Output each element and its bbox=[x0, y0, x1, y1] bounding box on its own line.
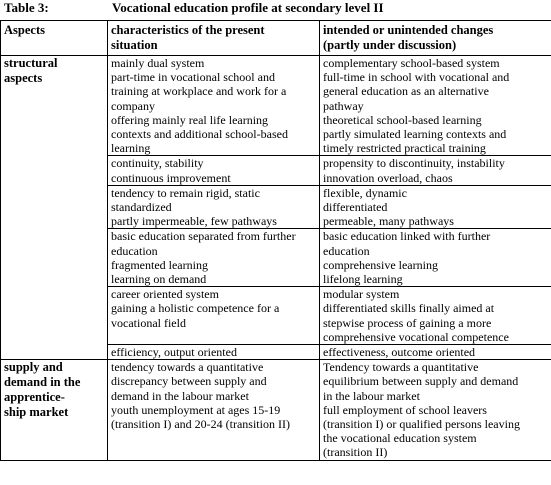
cell-line: partly impermeable, few pathways bbox=[111, 214, 277, 229]
cell-line: aspects bbox=[4, 71, 43, 85]
cell-line: equilibrium between supply and demand bbox=[323, 374, 519, 389]
present-situation-cell bbox=[108, 185, 320, 229]
cell-line: company bbox=[111, 98, 155, 113]
cell-line: career oriented system bbox=[111, 287, 219, 302]
changes-cell bbox=[320, 287, 551, 345]
changes-cell bbox=[320, 56, 551, 156]
cell-line: propensity to discontinuity, instability bbox=[323, 156, 505, 171]
cell-line: (transition II) bbox=[323, 445, 388, 460]
changes-cell bbox=[320, 345, 551, 360]
cell-line: demand in the labour market bbox=[111, 388, 249, 403]
cell-line: vocational field bbox=[111, 315, 186, 330]
cell-line: partly simulated learning contexts and bbox=[323, 127, 507, 142]
cell-line: demand in the bbox=[4, 375, 81, 390]
cell-line: theoretical school-based learning bbox=[323, 112, 482, 127]
cell-line: discrepancy between supply and bbox=[111, 374, 267, 389]
present-situation-cell bbox=[108, 56, 320, 156]
cell-line: lifelong learning bbox=[323, 272, 403, 287]
cell-line: gaining a holistic competence for a bbox=[111, 301, 280, 316]
present-situation-cell bbox=[108, 229, 320, 287]
cell-line: offering mainly real life learning bbox=[111, 112, 269, 127]
present-situation-cell bbox=[108, 287, 320, 345]
cell-line: stepwise process of gaining a more bbox=[323, 315, 492, 330]
header-changes: intended or unintended changes (partly under discussion) bbox=[320, 21, 551, 56]
header-aspects: Aspects bbox=[1, 21, 108, 56]
table-title: Vocational education profile at secondary level II bbox=[112, 0, 384, 15]
cell-line: apprentice- bbox=[4, 390, 65, 405]
cell-line: tendency towards a quantitative bbox=[111, 360, 264, 375]
cell-line: continuous improvement bbox=[111, 170, 231, 185]
cell-line: comprehensive learning bbox=[323, 257, 438, 272]
cell-line: tendency to remain rigid, static bbox=[111, 185, 260, 200]
cell-line: Tendency towards a quantitative bbox=[323, 360, 479, 375]
cell-line: comprehensive vocational competence bbox=[323, 329, 509, 344]
cell-line: permeable, many pathways bbox=[323, 214, 454, 229]
vocational-profile-table bbox=[0, 20, 551, 461]
table-caption bbox=[4, 0, 384, 16]
cell-line: general education as an alternative bbox=[323, 84, 489, 99]
cell-line: basic education separated from further bbox=[111, 229, 296, 244]
present-situation-cell bbox=[108, 345, 320, 360]
cell-line: (transition I) and 20-24 (transition II) bbox=[111, 417, 290, 432]
cell-line: basic education linked with further bbox=[323, 229, 491, 244]
cell-line: continuity, stability bbox=[111, 156, 204, 171]
cell-line: learning bbox=[111, 141, 151, 156]
cell-line: education bbox=[323, 243, 370, 258]
cell-line: full-time in school with vocational and bbox=[323, 70, 510, 85]
cell-line: differentiated bbox=[323, 200, 388, 215]
supply-aspect-label bbox=[1, 360, 108, 460]
cell-line: contexts and additional school-based bbox=[111, 127, 288, 142]
present-situation-cell bbox=[108, 360, 320, 460]
table-row bbox=[1, 56, 551, 156]
cell-line: part-time in vocational school and bbox=[111, 70, 275, 85]
cell-line: learning on demand bbox=[111, 272, 207, 287]
cell-line: complementary school-based system bbox=[323, 56, 500, 70]
cell-line: the vocational education system bbox=[323, 431, 477, 446]
cell-line: structural bbox=[4, 56, 58, 70]
header-row bbox=[1, 21, 551, 56]
cell-line: mainly dual system bbox=[111, 56, 205, 70]
cell-line: education bbox=[111, 243, 158, 258]
cell-line: efficiency, output oriented bbox=[111, 345, 237, 360]
present-situation-cell bbox=[108, 156, 320, 185]
cell-line: flexible, dynamic bbox=[323, 185, 407, 200]
cell-line: (transition I) or qualified persons leaving bbox=[323, 417, 520, 432]
changes-cell bbox=[320, 360, 551, 460]
cell-line: training at workplace and work for a bbox=[111, 84, 287, 99]
cell-line: pathway bbox=[323, 98, 364, 113]
structural-aspect-label bbox=[1, 56, 108, 360]
cell-line: effectiveness, outcome oriented bbox=[323, 345, 476, 360]
table-number: Table 3: bbox=[4, 0, 49, 15]
cell-line: youth unemployment at ages 15-19 bbox=[111, 402, 281, 417]
cell-line: supply and bbox=[4, 360, 63, 375]
changes-cell bbox=[320, 185, 551, 229]
cell-line: full employment of school leavers bbox=[323, 402, 487, 417]
cell-line: timely restricted practical training bbox=[323, 141, 486, 156]
changes-cell bbox=[320, 229, 551, 287]
cell-line: in the labour market bbox=[323, 388, 420, 403]
cell-line: standardized bbox=[111, 200, 172, 215]
cell-line: differentiated skills finally aimed at bbox=[323, 301, 495, 316]
cell-line: innovation overload, chaos bbox=[323, 170, 453, 185]
cell-line: ship market bbox=[4, 405, 69, 420]
cell-line: modular system bbox=[323, 287, 400, 302]
table-row bbox=[1, 360, 551, 460]
changes-cell bbox=[320, 156, 551, 185]
header-present-situation: characteristics of the present situation bbox=[108, 21, 320, 56]
cell-line: fragmented learning bbox=[111, 257, 208, 272]
